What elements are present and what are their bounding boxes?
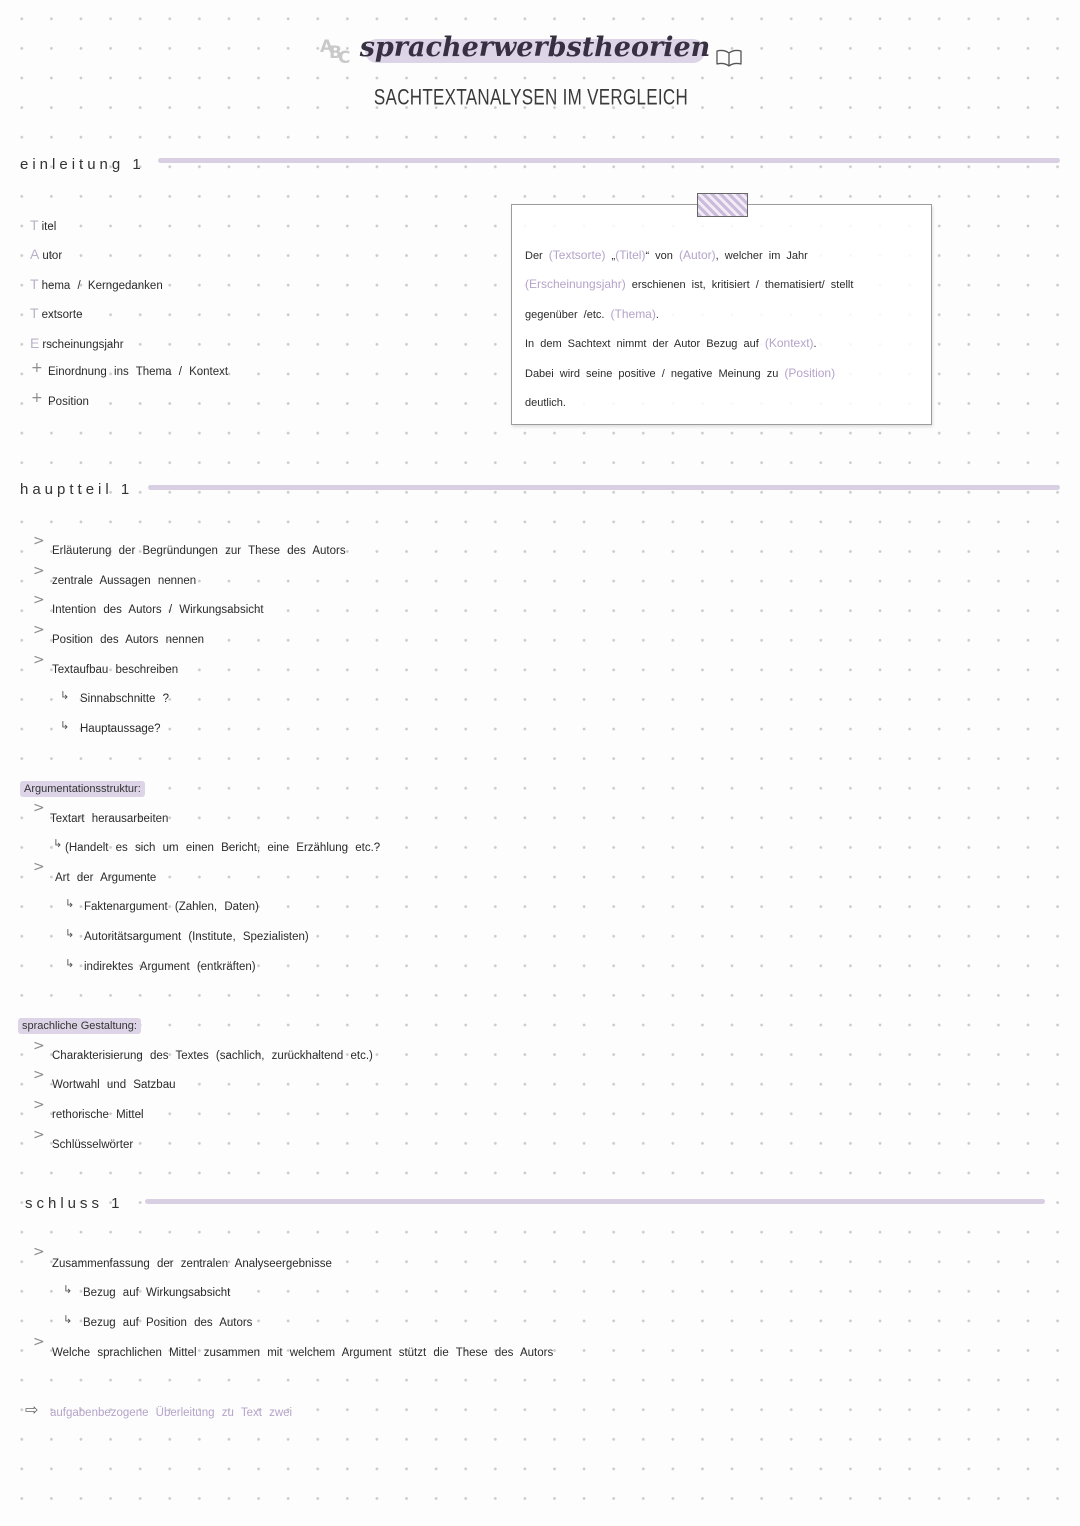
box-line [525,247,808,264]
sub-arrow: ↳ [65,957,75,970]
list-item: Textart herausarbeiten [50,813,169,825]
box-text: „ [611,250,616,262]
sub-arrow: ↳ [60,689,70,702]
chevron-bullet: > [33,533,45,549]
list-item: Zusammenfassung der zentralen Analyseergebnisse [52,1258,332,1270]
box-text: Dabei wird seine positive / negative Meinung zu [525,368,779,380]
acronym-rest: itel [41,221,57,233]
box-placeholder: (Titel) [615,248,646,262]
sub-item: (Handelt es sich um einen Bericht, eine Erzählung etc.? [65,842,381,854]
section-rule-hauptteil [148,485,1060,490]
list-item: Schlüsselwörter [52,1139,134,1151]
transition-arrow-icon: ⇨ [25,1400,39,1419]
tape-decoration [697,193,748,217]
box-text: gegenüber /etc. [525,309,605,321]
chevron-bullet: > [33,1127,45,1143]
list-item: Intention des Autors / Wirkungsabsicht [52,604,264,616]
intro-template-box [511,204,932,425]
list-item: Textaufbau beschreiben [52,664,179,676]
box-text: . [813,338,817,350]
transition-note: aufgabenbezogene Überleitung zu Text zwei [50,1407,293,1419]
box-text: , welcher im Jahr [715,250,808,262]
acronym-item [30,276,163,294]
chevron-bullet: > [33,563,45,579]
list-item: Einordnung ins Thema / Kontext [48,366,229,378]
list-item: zentrale Aussagen nennen [52,575,197,587]
list-item: Position [48,396,89,408]
box-text: . [655,309,659,321]
acronym-rest: rscheinungsjahr [42,339,124,351]
box-line [525,276,853,293]
chevron-bullet: > [33,1334,45,1350]
box-placeholder: (Erscheinungsjahr) [525,277,626,291]
box-text: In dem Sachtext nimmt der Autor Bezug auf [525,338,759,350]
list-item: Erläuterung der Begründungen zur These des Autors [52,545,346,557]
chevron-bullet: > [33,859,45,875]
sub-arrow: ↳ [65,897,75,910]
box-line [525,365,835,382]
chevron-bullet: > [33,1244,45,1260]
chevron-bullet: > [33,800,45,816]
sub-item: Hauptaussage? [80,723,161,735]
acronym-item [30,217,56,235]
section-heading-schluss: schluss 1 [25,1195,124,1212]
box-line [525,395,566,411]
box-line [525,306,659,323]
acronym-rest: hema / Kerngedanken [41,280,163,292]
acronym-initial: E [30,335,40,351]
acronym-rest: utor [42,250,63,262]
list-item: Welche sprachlichen Mittel zusammen mit welchem Argument stützt die These des Autors [52,1347,554,1359]
box-text: Der [525,250,543,262]
sub-item: Bezug auf Wirkungsabsicht [83,1287,231,1299]
sub-item: Faktenargument (Zahlen, Daten) [84,901,259,913]
plus-marker: + [31,390,43,406]
book-icon [716,49,742,67]
section-heading-hauptteil: hauptteil 1 [20,481,134,498]
chevron-bullet: > [33,652,45,668]
sub-item: Autoritätsargument (Institute, Spezialisten) [84,931,309,943]
chevron-bullet: > [33,1038,45,1054]
list-item: Wortwahl und Satzbau [52,1079,176,1091]
list-item: Art der Argumente [55,872,157,884]
box-placeholder: (Position) [784,366,836,380]
box-text: erschienen ist, kritisiert / thematisiert/ stellt [631,279,854,291]
chevron-bullet: > [33,592,45,608]
box-line [525,335,817,352]
abc-icon-letter-b: B [329,43,342,63]
box-text: von [655,250,673,262]
acronym-initial: T [30,276,39,292]
abc-icon-letter-a: A [320,37,334,57]
box-text: “ [645,250,650,262]
acronym-initial: A [30,246,40,262]
list-item: Charakterisierung des Textes (sachlich, zurückhaltend etc.) [52,1050,373,1062]
chevron-bullet: > [33,622,45,638]
sub-arrow: ↳ [63,1283,73,1296]
acronym-rest: extsorte [41,309,83,321]
list-item: rethorische Mittel [52,1109,144,1121]
abc-icon [318,36,354,68]
page-subtitle: SACHTEXTANALYSEN IM VERGLEICH [373,85,689,110]
sub-arrow: ↳ [63,1313,73,1326]
chevron-bullet: > [33,1097,45,1113]
abc-icon-letter-c: C [338,48,351,68]
section-heading-einleitung: einleitung 1 [20,156,145,173]
box-placeholder: (Textsorte) [548,248,606,262]
acronym-item [30,335,124,353]
plus-marker: + [31,360,43,376]
subsection-label-sprache: sprachliche Gestaltung: [18,1018,141,1034]
acronym-item [30,305,82,323]
section-rule-einleitung [158,158,1060,163]
list-item: Position des Autors nennen [52,634,205,646]
sub-arrow: ↳ [65,927,75,940]
box-text: deutlich. [525,397,566,409]
page-title: spracherwerbstheorien [359,32,711,63]
sub-item: indirektes Argument (entkräften) [84,961,256,973]
sub-arrow: ↳ [60,719,70,732]
box-placeholder: (Autor) [678,248,716,262]
section-rule-schluss [145,1199,1045,1204]
acronym-initial: T [30,217,39,233]
box-placeholder: (Thema) [610,307,656,321]
box-placeholder: (Kontext) [764,336,814,350]
acronym-initial: T [30,305,39,321]
acronym-item [30,246,62,264]
sub-item: Bezug auf Position des Autors [83,1317,253,1329]
chevron-bullet: > [33,1067,45,1083]
sub-arrow: ↳ [53,837,63,850]
subsection-label-argumentation: Argumentationsstruktur: [20,781,145,797]
sub-item: Sinnabschnitte ? [80,693,170,705]
